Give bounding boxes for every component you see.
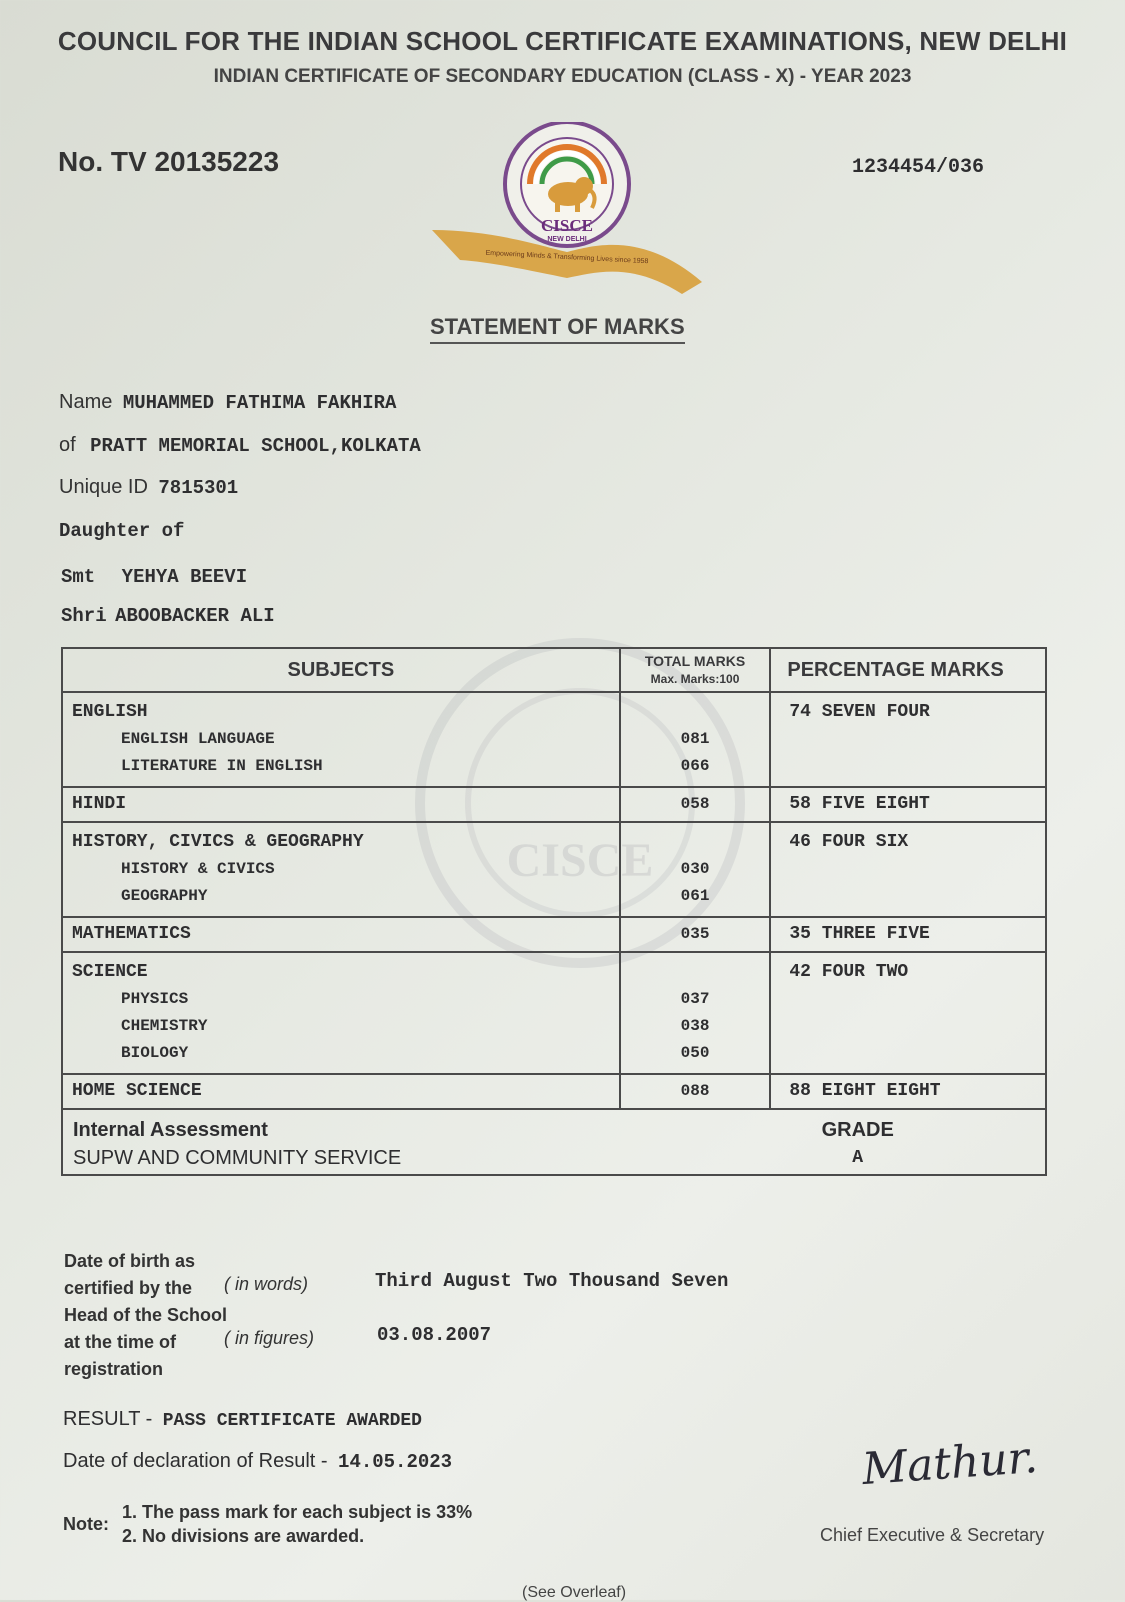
statement-title: STATEMENT OF MARKS: [430, 314, 685, 344]
sub-subject-name: GEOGRAPHY: [121, 887, 208, 905]
sub-subject-mark: 030: [680, 860, 710, 878]
reference-number: 1234454/036: [852, 156, 985, 179]
grade-label: GRADE: [821, 1119, 894, 1141]
percentage-value: 58 FIVE EIGHT: [789, 794, 930, 814]
note-label: Note:: [63, 1514, 109, 1534]
table-row: [62, 952, 1046, 1074]
sub-subject-mark: 066: [680, 757, 710, 775]
dob-label-line: certified by the: [64, 1278, 193, 1298]
sub-subject-name: ENGLISH LANGUAGE: [121, 730, 275, 748]
mother-name: YEHYA BEEVI: [121, 566, 248, 588]
unique-id-line: [59, 476, 238, 499]
council-heading: COUNCIL FOR THE INDIAN SCHOOL CERTIFICATE EXAMINATIONS, NEW DELHI: [57, 26, 1068, 56]
subject-name: HINDI: [72, 794, 127, 814]
subject-name: HISTORY, CIVICS & GEOGRAPHY: [72, 832, 364, 852]
unique-id: 7815301: [158, 477, 239, 499]
sub-subject-name: CHEMISTRY: [121, 1017, 208, 1035]
dob-in-figures: 03.08.2007: [377, 1324, 492, 1346]
subjects-header: SUBJECTS: [62, 648, 620, 692]
relation-label: Daughter of: [59, 520, 185, 542]
see-overleaf: (See Overleaf): [522, 1584, 627, 1601]
father-name: ABOOBACKER ALI: [115, 605, 275, 627]
cisce-logo: [432, 122, 702, 302]
mother-prefix: Smt: [61, 566, 96, 588]
note-item-1: 1. The pass mark for each subject is 33%: [122, 1502, 473, 1522]
declaration-label: Date of declaration of Result -: [63, 1450, 328, 1472]
school-line: [59, 434, 421, 457]
percentage-header: PERCENTAGE MARKS: [770, 648, 1046, 692]
percentage-value: 35 THREE FIVE: [789, 924, 930, 944]
signatory-title: Chief Executive & Secretary: [820, 1525, 1045, 1545]
school-name: PRATT MEMORIAL SCHOOL,KOLKATA: [90, 435, 421, 457]
total-marks-header: [620, 648, 771, 692]
table-row: [62, 787, 1046, 822]
percentage-value: 42 FOUR TWO: [789, 962, 909, 982]
signature: Mathur.: [860, 1431, 1040, 1496]
in-words-label: ( in words): [224, 1274, 309, 1294]
note-item-2: 2. No divisions are awarded.: [122, 1526, 365, 1546]
unique-id-label: Unique ID: [59, 476, 148, 498]
sub-subject-mark: 037: [680, 990, 710, 1008]
supw-label: SUPW AND COMMUNITY SERVICE: [73, 1147, 402, 1169]
sub-subject-mark: 038: [680, 1017, 710, 1035]
table-row: [62, 917, 1046, 952]
logo-subtext: NEW DELHI: [547, 236, 587, 243]
candidate-name: MUHAMMED FATHIMA FAKHIRA: [122, 392, 397, 414]
subject-name: ENGLISH: [72, 702, 148, 722]
table-row: [62, 1074, 1046, 1109]
internal-assessment-row: [62, 1109, 1046, 1175]
percentage-value: 88 EIGHT EIGHT: [789, 1081, 941, 1101]
school-label: of: [59, 434, 76, 456]
dob-label-line: registration: [64, 1359, 164, 1379]
result-label: RESULT -: [63, 1408, 153, 1430]
table-row: [62, 822, 1046, 917]
grade-value: A: [852, 1148, 864, 1168]
father-prefix: Shri: [61, 605, 107, 627]
sub-subject-name: LITERATURE IN ENGLISH: [121, 757, 323, 775]
result-line: [63, 1408, 422, 1431]
name-line: [59, 391, 396, 414]
declaration-line: [63, 1450, 452, 1473]
dob-label-line: Date of birth as: [64, 1251, 196, 1271]
total-marks-label: TOTAL MARKS: [644, 653, 746, 669]
in-figures-label: ( in figures): [224, 1328, 315, 1348]
sub-subject-name: BIOLOGY: [121, 1044, 189, 1062]
logo-ribbon-text: Empowering Minds & Transforming Lives since 1958: [485, 249, 649, 266]
dob-in-words: Third August Two Thousand Seven: [375, 1270, 729, 1292]
marks-table: [61, 647, 1047, 1176]
sub-subject-mark: 050: [680, 1044, 710, 1062]
certificate-number: No. TV 20135223: [58, 146, 280, 177]
elephant-emblem-icon: [432, 122, 702, 302]
sub-subject-mark: 061: [680, 887, 710, 905]
dob-label-line: at the time of: [64, 1332, 177, 1352]
percentage-value: 74 SEVEN FOUR: [789, 702, 930, 722]
subject-mark: 035: [680, 925, 710, 943]
dob-label-line: Head of the School: [64, 1305, 228, 1325]
watermark-seal: CISCE: [415, 638, 745, 968]
subject-name: MATHEMATICS: [72, 924, 191, 944]
subject-name: HOME SCIENCE: [72, 1081, 202, 1101]
percentage-value: 46 FOUR SIX: [789, 832, 909, 852]
name-label: Name: [59, 391, 113, 413]
sub-subject-mark: 081: [680, 730, 710, 748]
table-header-row: [62, 648, 1046, 692]
logo-text: CISCE: [541, 216, 593, 235]
subject-name: SCIENCE: [72, 962, 148, 982]
declaration-date: 14.05.2023: [338, 1451, 453, 1473]
result-value: PASS CERTIFICATE AWARDED: [162, 1411, 422, 1431]
sub-subject-name: HISTORY & CIVICS: [121, 860, 275, 878]
internal-assessment-label: Internal Assessment: [73, 1119, 268, 1141]
table-row: [62, 692, 1046, 787]
sub-subject-name: PHYSICS: [121, 990, 189, 1008]
exam-heading: INDIAN CERTIFICATE OF SECONDARY EDUCATION (CLASS - X) - YEAR 2023: [213, 66, 912, 87]
dob-label-block: [64, 1248, 227, 1383]
subject-mark: 088: [680, 1082, 710, 1100]
mother-line: [61, 566, 247, 588]
max-marks-label: Max. Marks:100: [650, 672, 740, 686]
subject-mark: 058: [680, 795, 710, 813]
father-line: [61, 605, 275, 627]
